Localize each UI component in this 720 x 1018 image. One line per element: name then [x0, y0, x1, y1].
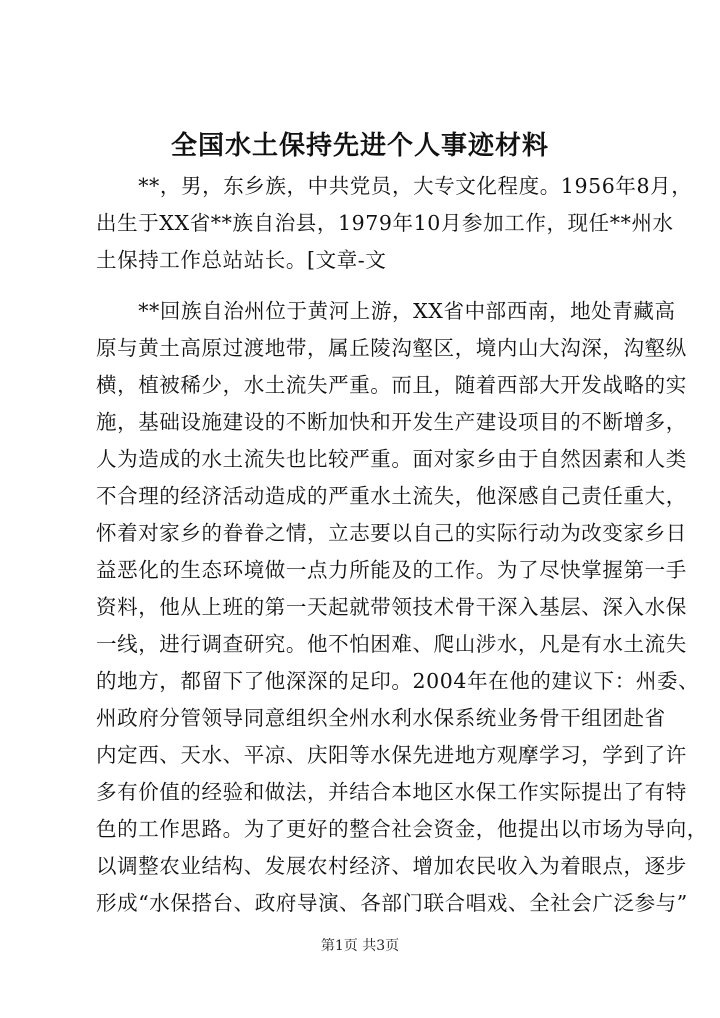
paragraph-2-line: 多有价值的经验和做法，并结合本地区水保工作实际提出了有特	[96, 780, 687, 804]
paragraph-2-line: 怀着对家乡的眷眷之情，立志要以自己的实际行动为改变家乡日	[96, 521, 687, 545]
paragraph-2-line: 色的工作思路。为了更好的整合社会资金，他提出以市场为导向，	[96, 817, 708, 841]
paragraph-2-line: 州政府分管领导同意组织全州水利水保系统业务骨干组团赴省	[96, 706, 666, 730]
document-body	[96, 168, 708, 922]
paragraph-1-line: **，男，东乡族，中共党员，大专文化程度。1956年8月，	[96, 174, 693, 198]
paragraph-2-line: 的地方，都留下了他深深的足印。2004年在他的建议下：州委、	[96, 669, 700, 693]
paragraph-2-line: 内定西、天水、平凉、庆阳等水保先进地方观摩学习，学到了许	[96, 743, 687, 767]
paragraph-2-line: 原与黄土高原过渡地带，属丘陵沟壑区，境内山大沟深，沟壑纵	[96, 336, 687, 360]
paragraph-2-line: 人为造成的水土流失也比较严重。面对家乡由于自然因素和人类	[96, 447, 687, 471]
paragraph-2-line: 益恶化的生态环境做一点力所能及的工作。为了尽快掌握第一手	[96, 558, 687, 582]
paragraph-1-line: 土保持工作总站站长。[文章-文	[96, 248, 387, 272]
paragraph-2-line: 施，基础设施建设的不断加快和开发生产建设项目的不断增多，	[96, 410, 687, 434]
paragraph-2-line: **回族自治州位于黄河上游，XX省中部西南，地处青藏高	[96, 299, 676, 323]
paragraph-1-line: 出生于XX省**族自治县，1979年10月参加工作，现任**州水	[96, 211, 674, 235]
document-title: 全国水土保持先进个人事迹材料	[170, 131, 549, 161]
page-number-footer: 第1页 共3页	[320, 938, 400, 954]
paragraph-2-line: 一线，进行调查研究。他不怕困难、爬山涉水，凡是有水土流失	[96, 632, 687, 656]
paragraph-2-line: 以调整农业结构、发展农村经济、增加农民收入为着眼点，逐步	[96, 854, 687, 878]
paragraph-spacer	[96, 279, 630, 293]
paragraph-2-line: 资料，他从上班的第一天起就带领技术骨干深入基层、深入水保	[96, 595, 687, 619]
paragraph-2-line: 形成“水保搭台、政府导演、各部门联合唱戏、全社会广泛参与”	[96, 891, 688, 915]
paragraph-2-line: 横，植被稀少，水土流失严重。而且，随着西部大开发战略的实	[96, 373, 687, 397]
paragraph-2-line: 不合理的经济活动造成的严重水土流失，他深感自己责任重大，	[96, 484, 687, 508]
